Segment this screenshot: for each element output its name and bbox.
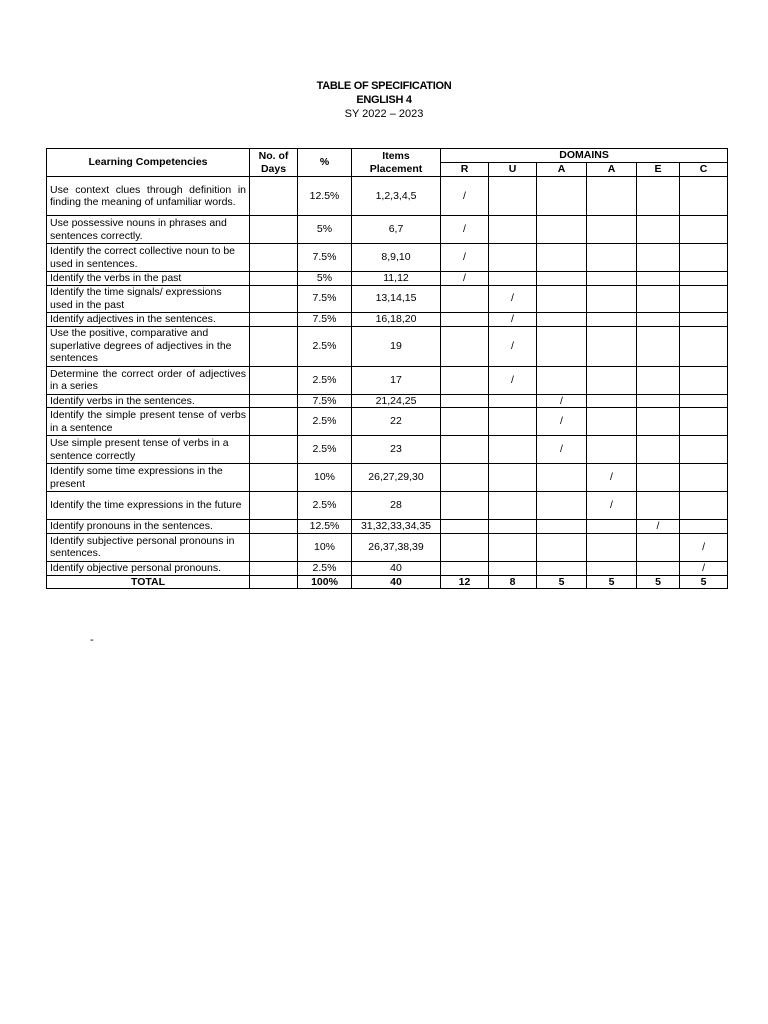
table-row — [47, 561, 728, 575]
domain-cell-c — [680, 177, 728, 216]
domain-cell-e — [637, 312, 680, 326]
table-row — [47, 312, 728, 326]
domain-cell-e — [637, 177, 680, 216]
domain-cell-e — [637, 272, 680, 286]
days-cell — [250, 244, 298, 272]
domain-cell-a2 — [587, 520, 637, 534]
domain-cell-u — [489, 272, 537, 286]
competency-cell: Use the positive, comparative and superlative degrees of adjectives in the sentences — [47, 326, 250, 366]
domain-cell-e — [637, 492, 680, 520]
items-cell: 21,24,25 — [352, 394, 441, 408]
competency-cell: Use simple present tense of verbs in a sentence correctly — [47, 436, 250, 464]
table-row — [47, 326, 728, 366]
domain-cell-a2 — [587, 177, 637, 216]
domain-cell-a1: / — [537, 436, 587, 464]
domain-cell-e — [637, 533, 680, 561]
domain-header-a1: A — [537, 163, 587, 177]
domain-cell-a1 — [537, 285, 587, 312]
domain-cell-r — [441, 312, 489, 326]
domain-cell-a1: / — [537, 408, 587, 436]
domain-cell-a1 — [537, 492, 587, 520]
domain-cell-c — [680, 464, 728, 492]
table-row — [47, 533, 728, 561]
domain-cell-r — [441, 533, 489, 561]
domain-cell-u: / — [489, 326, 537, 366]
domain-cell-a1 — [537, 366, 587, 394]
header-competencies: Learning Competencies — [47, 149, 250, 177]
domain-cell-a2 — [587, 436, 637, 464]
document-header — [0, 79, 768, 121]
specification-table — [46, 148, 728, 589]
percent-cell: 2.5% — [298, 492, 352, 520]
days-cell — [250, 533, 298, 561]
domain-header-e: E — [637, 163, 680, 177]
domain-cell-a1 — [537, 216, 587, 244]
percent-cell: 5% — [298, 272, 352, 286]
table-row — [47, 394, 728, 408]
domain-cell-c — [680, 408, 728, 436]
domain-cell-a2 — [587, 244, 637, 272]
days-cell — [250, 312, 298, 326]
domain-cell-c — [680, 492, 728, 520]
items-cell: 19 — [352, 326, 441, 366]
domain-cell-a1 — [537, 520, 587, 534]
competency-cell: Identify objective personal pronouns. — [47, 561, 250, 575]
document-title: TABLE OF SPECIFICATION — [316, 80, 452, 92]
table-row — [47, 216, 728, 244]
domain-cell-c — [680, 520, 728, 534]
domain-cell-r — [441, 464, 489, 492]
domain-cell-c: / — [680, 561, 728, 575]
competency-cell: Identify the time expressions in the future — [47, 492, 250, 520]
domain-cell-a2: / — [587, 464, 637, 492]
domain-cell-u: / — [489, 366, 537, 394]
domain-cell-r — [441, 436, 489, 464]
days-cell — [250, 436, 298, 464]
domain-cell-a1 — [537, 326, 587, 366]
days-cell — [250, 272, 298, 286]
domain-cell-c — [680, 272, 728, 286]
table-row — [47, 285, 728, 312]
domain-cell-c: / — [680, 533, 728, 561]
table-row — [47, 177, 728, 216]
items-cell: 6,7 — [352, 216, 441, 244]
percent-cell: 10% — [298, 464, 352, 492]
domain-cell-a2 — [587, 285, 637, 312]
domain-cell-e: / — [637, 520, 680, 534]
domain-cell-a1 — [537, 533, 587, 561]
domain-cell-u — [489, 394, 537, 408]
school-year: SY 2022 – 2023 — [344, 108, 424, 120]
table-row — [47, 520, 728, 534]
domain-cell-u — [489, 216, 537, 244]
domain-cell-u — [489, 533, 537, 561]
items-cell: 1,2,3,4,5 — [352, 177, 441, 216]
domain-cell-e — [637, 408, 680, 436]
days-cell — [250, 394, 298, 408]
items-cell: 26,27,29,30 — [352, 464, 441, 492]
domain-cell-c — [680, 285, 728, 312]
domain-cell-e — [637, 244, 680, 272]
items-cell: 26,37,38,39 — [352, 533, 441, 561]
header-row-1 — [47, 149, 728, 163]
domain-header-c: C — [680, 163, 728, 177]
domain-cell-u — [489, 177, 537, 216]
total-row — [47, 575, 728, 589]
domain-cell-r: / — [441, 216, 489, 244]
percent-cell: 7.5% — [298, 394, 352, 408]
percent-cell: 7.5% — [298, 312, 352, 326]
total-e: 5 — [637, 575, 680, 589]
competency-cell: Identify the verbs in the past — [47, 272, 250, 286]
percent-cell: 2.5% — [298, 326, 352, 366]
domain-cell-a1 — [537, 244, 587, 272]
domain-cell-u — [489, 244, 537, 272]
competency-cell: Identify some time expressions in the present — [47, 464, 250, 492]
header-percent: % — [298, 149, 352, 177]
domain-cell-a1: / — [537, 394, 587, 408]
competency-cell: Identify the correct collective noun to be used in sentences. — [47, 244, 250, 272]
days-cell — [250, 520, 298, 534]
percent-cell: 2.5% — [298, 408, 352, 436]
domain-cell-a1 — [537, 177, 587, 216]
header-items: Items Placement — [352, 149, 441, 177]
total-percent: 100% — [298, 575, 352, 589]
domain-cell-r — [441, 366, 489, 394]
items-cell: 31,32,33,34,35 — [352, 520, 441, 534]
table-row — [47, 464, 728, 492]
domain-cell-a2 — [587, 312, 637, 326]
domain-header-a2: A — [587, 163, 637, 177]
total-u: 8 — [489, 575, 537, 589]
domain-cell-r — [441, 394, 489, 408]
domain-cell-r — [441, 408, 489, 436]
domain-cell-a1 — [537, 561, 587, 575]
header-days: No. of Days — [250, 149, 298, 177]
domain-cell-r — [441, 285, 489, 312]
total-days — [250, 575, 298, 589]
items-cell: 16,18,20 — [352, 312, 441, 326]
competency-cell: Identify the simple present tense of verbs in a sentence — [47, 408, 250, 436]
domain-cell-a2 — [587, 394, 637, 408]
domain-cell-e — [637, 464, 680, 492]
domain-cell-e — [637, 561, 680, 575]
domain-cell-r: / — [441, 272, 489, 286]
domain-cell-a1 — [537, 272, 587, 286]
percent-cell: 2.5% — [298, 366, 352, 394]
domain-cell-a1 — [537, 312, 587, 326]
domain-cell-u — [489, 561, 537, 575]
domain-cell-e — [637, 366, 680, 394]
total-items: 40 — [352, 575, 441, 589]
competency-cell: Use possessive nouns in phrases and sentences correctly. — [47, 216, 250, 244]
domain-cell-a2 — [587, 216, 637, 244]
total-label: TOTAL — [47, 575, 250, 589]
domain-cell-c — [680, 394, 728, 408]
table-row — [47, 366, 728, 394]
domain-cell-a2 — [587, 561, 637, 575]
days-cell — [250, 177, 298, 216]
percent-cell: 12.5% — [298, 520, 352, 534]
domain-header-u: U — [489, 163, 537, 177]
total-c: 5 — [680, 575, 728, 589]
domain-cell-a2 — [587, 326, 637, 366]
domain-cell-a2 — [587, 272, 637, 286]
domain-cell-e — [637, 394, 680, 408]
competency-cell: Identify pronouns in the sentences. — [47, 520, 250, 534]
domain-cell-a2 — [587, 533, 637, 561]
competency-cell: Identify adjectives in the sentences. — [47, 312, 250, 326]
items-cell: 28 — [352, 492, 441, 520]
percent-cell: 2.5% — [298, 561, 352, 575]
domain-cell-u: / — [489, 285, 537, 312]
items-cell: 17 — [352, 366, 441, 394]
domain-cell-u — [489, 436, 537, 464]
domain-cell-u — [489, 408, 537, 436]
domain-cell-c — [680, 366, 728, 394]
domain-cell-u — [489, 464, 537, 492]
days-cell — [250, 561, 298, 575]
percent-cell: 12.5% — [298, 177, 352, 216]
days-cell — [250, 492, 298, 520]
table-row — [47, 272, 728, 286]
domain-cell-a2 — [587, 366, 637, 394]
domain-cell-c — [680, 436, 728, 464]
items-cell: 11,12 — [352, 272, 441, 286]
competency-cell: Determine the correct order of adjectives in a series — [47, 366, 250, 394]
domain-cell-a2: / — [587, 492, 637, 520]
table-row — [47, 436, 728, 464]
domain-cell-r — [441, 326, 489, 366]
domain-cell-c — [680, 216, 728, 244]
days-cell — [250, 366, 298, 394]
domain-cell-u — [489, 520, 537, 534]
competency-cell: Identify subjective personal pronouns in sentences. — [47, 533, 250, 561]
competency-cell: Identify verbs in the sentences. — [47, 394, 250, 408]
days-cell — [250, 464, 298, 492]
domain-cell-u — [489, 492, 537, 520]
days-cell — [250, 408, 298, 436]
percent-cell: 7.5% — [298, 244, 352, 272]
items-cell: 13,14,15 — [352, 285, 441, 312]
stray-mark: - — [90, 634, 94, 646]
items-cell: 22 — [352, 408, 441, 436]
domain-cell-c — [680, 312, 728, 326]
domain-cell-u: / — [489, 312, 537, 326]
total-r: 12 — [441, 575, 489, 589]
domain-cell-r — [441, 492, 489, 520]
domain-cell-r — [441, 561, 489, 575]
competency-cell: Use context clues through definition in finding the meaning of unfamiliar words. — [47, 177, 250, 216]
competency-cell: Identify the time signals/ expressions used in the past — [47, 285, 250, 312]
domain-cell-c — [680, 326, 728, 366]
domain-cell-e — [637, 326, 680, 366]
header-domains: DOMAINS — [441, 149, 728, 163]
domain-cell-e — [637, 285, 680, 312]
items-cell: 8,9,10 — [352, 244, 441, 272]
domain-cell-r: / — [441, 244, 489, 272]
domain-cell-e — [637, 216, 680, 244]
days-cell — [250, 326, 298, 366]
table-row — [47, 244, 728, 272]
table-row — [47, 492, 728, 520]
total-a1: 5 — [537, 575, 587, 589]
percent-cell: 5% — [298, 216, 352, 244]
percent-cell: 10% — [298, 533, 352, 561]
days-cell — [250, 216, 298, 244]
domain-cell-a1 — [537, 464, 587, 492]
domain-cell-r — [441, 520, 489, 534]
domain-cell-r: / — [441, 177, 489, 216]
items-cell: 40 — [352, 561, 441, 575]
days-cell — [250, 285, 298, 312]
subject-title: ENGLISH 4 — [356, 94, 412, 106]
domain-cell-a2 — [587, 408, 637, 436]
table-row — [47, 408, 728, 436]
items-cell: 23 — [352, 436, 441, 464]
total-a2: 5 — [587, 575, 637, 589]
domain-cell-c — [680, 244, 728, 272]
percent-cell: 7.5% — [298, 285, 352, 312]
domain-header-r: R — [441, 163, 489, 177]
domain-cell-e — [637, 436, 680, 464]
percent-cell: 2.5% — [298, 436, 352, 464]
